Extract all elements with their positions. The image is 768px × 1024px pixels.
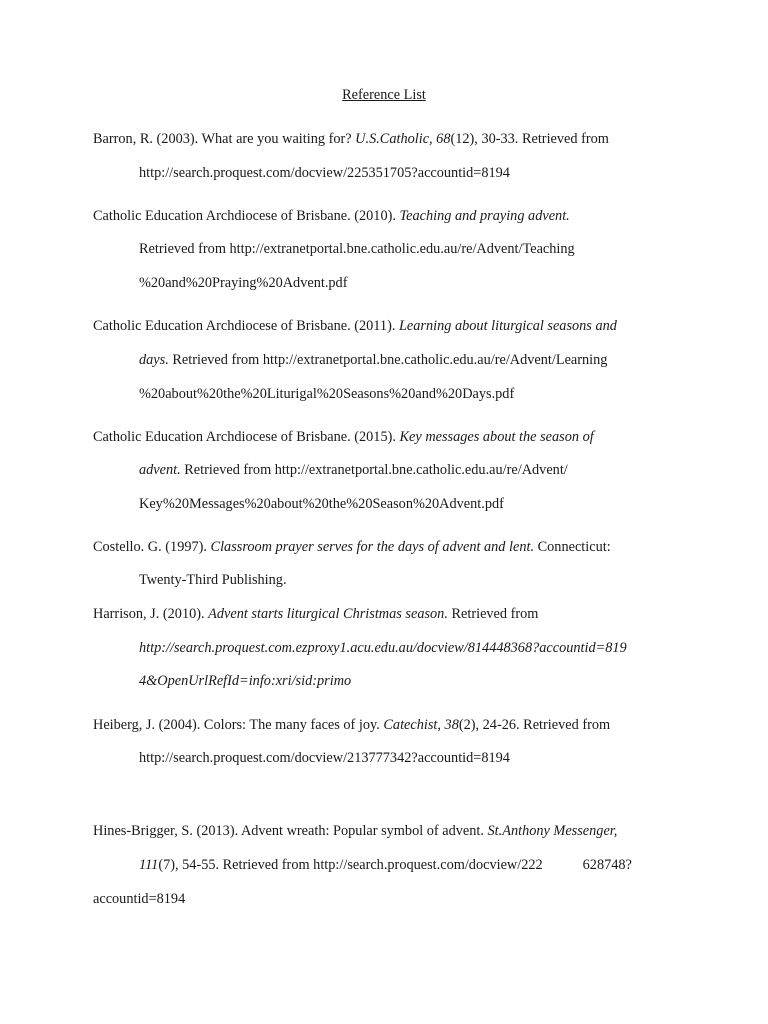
- reference-url: 628748?: [582, 857, 632, 873]
- reference-4-line-2: [139, 461, 568, 479]
- reference-text: Barron, R. (2003). What are you waiting for?: [93, 131, 356, 147]
- reference-url: Retrieved from http://extranetportal.bne.catholic.edu.au/re/Advent/Learning: [168, 352, 608, 368]
- reference-4-line-1: [93, 428, 594, 446]
- reference-text: Costello. G. (1997).: [93, 539, 211, 555]
- reference-title-italic: Teaching and praying advent.: [399, 208, 570, 224]
- reference-5-line-1: [93, 538, 611, 556]
- reference-url: http://search.proquest.com.ezproxy1.acu.edu.au/docview/814448368?accountid=819: [139, 640, 627, 656]
- reference-8-line-2: [139, 856, 632, 874]
- reference-text: Catholic Education Archdiocese of Brisbane. (2015).: [93, 429, 400, 445]
- reference-text: Harrison, J. (2010).: [93, 606, 209, 622]
- reference-title-italic: advent.: [139, 462, 181, 478]
- reference-url: Retrieved from http://extranetportal.bne.catholic.edu.au/re/Advent/: [180, 462, 568, 478]
- reference-url: accountid=8194: [93, 891, 186, 907]
- page-title: Reference List: [342, 87, 426, 103]
- reference-text: Connecticut:: [534, 539, 611, 555]
- reference-url: %20and%20Praying%20Advent.pdf: [139, 275, 348, 291]
- reference-url: http://search.proquest.com/docview/213777342?accountid=8194: [139, 750, 510, 766]
- reference-5-line-2: [139, 571, 287, 589]
- reference-text: Hines-Brigger, S. (2013). Advent wreath: Popular symbol of advent.: [93, 823, 488, 839]
- reference-2-line-3: [139, 274, 347, 292]
- reference-text: (2), 24-26. Retrieved from: [458, 717, 611, 733]
- reference-6-line-1: [93, 605, 538, 623]
- reference-1-line-2: [139, 164, 510, 182]
- reference-title-italic: Classroom prayer serves for the days of advent and lent.: [210, 539, 535, 555]
- reference-7-line-2: [139, 749, 510, 767]
- reference-source-italic: 111: [139, 857, 159, 873]
- reference-url: (7), 54-55. Retrieved from http://search.proquest.com/docview/222: [158, 857, 543, 873]
- reference-url: http://search.proquest.com/docview/225351705?accountid=8194: [139, 165, 510, 181]
- reference-8-line-3: [93, 890, 185, 908]
- reference-3-line-2: [139, 351, 607, 369]
- reference-2-line-2: [139, 240, 575, 258]
- reference-title-italic: Advent starts liturgical Christmas season.: [208, 606, 448, 622]
- reference-text: Twenty-Third Publishing.: [139, 572, 287, 588]
- reference-7-line-1: [93, 716, 610, 734]
- reference-source-italic: U.S.Catholic, 68: [355, 131, 451, 147]
- reference-title-italic: Learning about liturgical seasons and: [398, 318, 617, 334]
- reference-text: (12), 30-33. Retrieved from: [450, 131, 609, 147]
- reference-text: Catholic Education Archdiocese of Brisbane. (2011).: [93, 318, 399, 334]
- reference-url: %20about%20the%20Liturigal%20Seasons%20and%20Days.pdf: [139, 386, 515, 402]
- reference-1-line-1: [93, 130, 609, 148]
- reference-url: 4&OpenUrlRefId=info:xri/sid:primo: [139, 673, 352, 689]
- reference-text: Heiberg, J. (2004). Colors: The many faces of joy.: [93, 717, 384, 733]
- reference-3-line-3: [139, 385, 514, 403]
- reference-title-italic: Key messages about the season of: [399, 429, 594, 445]
- reference-6-line-2: [139, 639, 627, 657]
- reference-source-italic: Catechist, 38: [383, 717, 459, 733]
- reference-4-line-3: [139, 495, 504, 513]
- reference-text: Catholic Education Archdiocese of Brisbane. (2010).: [93, 208, 400, 224]
- reference-text: Retrieved from: [447, 606, 539, 622]
- reference-url: Retrieved from http://extranetportal.bne.catholic.edu.au/re/Advent/Teaching: [139, 241, 575, 257]
- reference-3-line-1: [93, 317, 617, 335]
- reference-8-line-1: [93, 822, 617, 840]
- reference-6-line-3: [139, 672, 351, 690]
- reference-title-italic: days.: [139, 352, 169, 368]
- reference-2-line-1: [93, 207, 570, 225]
- reference-url: Key%20Messages%20about%20the%20Season%20Advent.pdf: [139, 496, 504, 512]
- reference-source-italic: St.Anthony Messenger,: [487, 823, 618, 839]
